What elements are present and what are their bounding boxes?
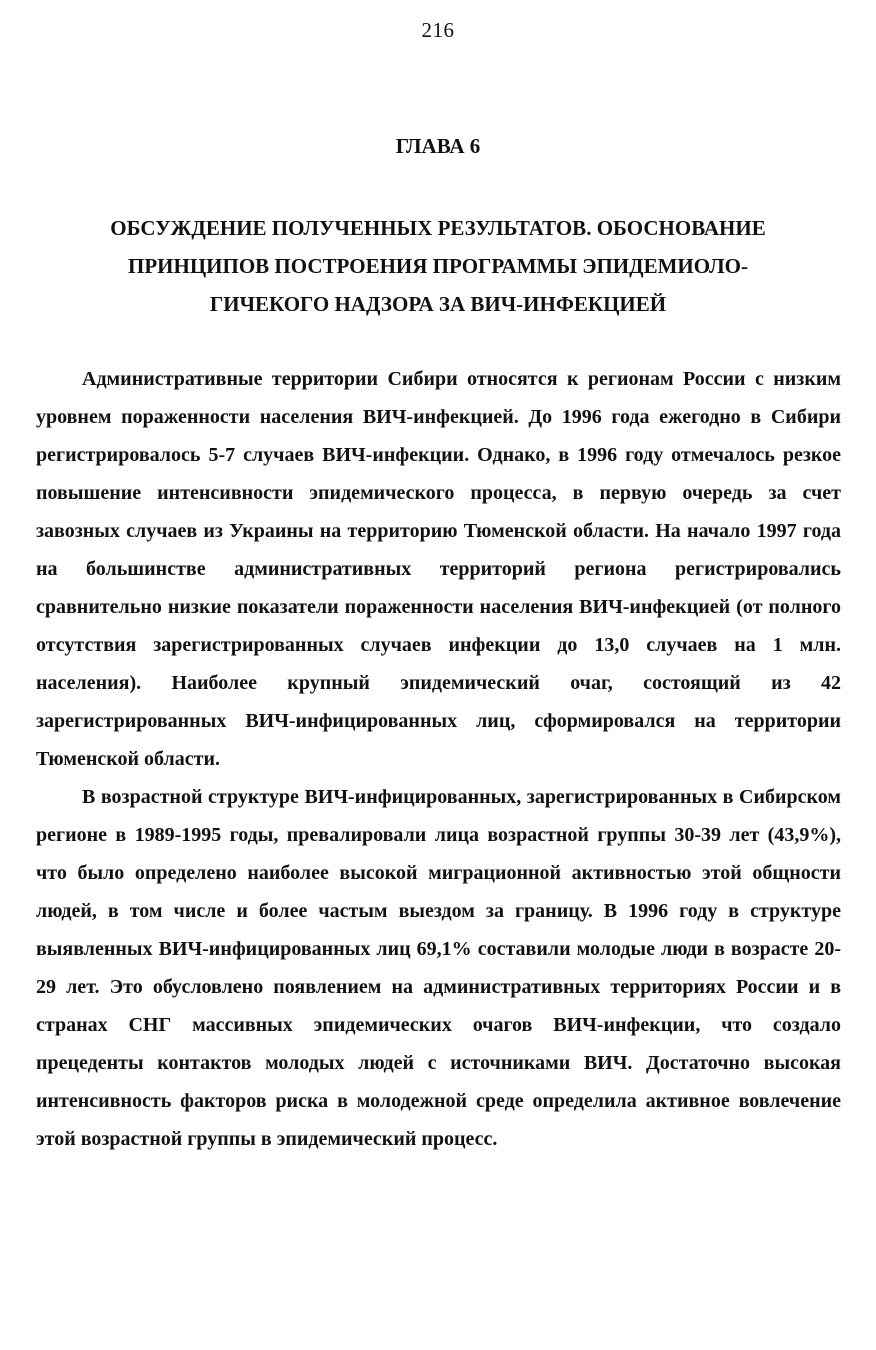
page-number: 216 <box>421 18 455 42</box>
body-text <box>36 360 841 1158</box>
chapter-heading <box>50 209 826 323</box>
paragraph: Административные территории Сибири относятся к регионам России с низким уровнем пораженности населения ВИЧ-инфекцией. До 1996 года ежегодно в Сибири регистрировалось 5-7 случаев ВИЧ-инфекции. Однако, в 1996 году отмечалось резкое повышение интенсивности эпидемического процесса, в первую очередь за счет завозных случаев из Украины на территорию Тюменской области. На начало 1997 года на большинстве административных территорий региона регистрировались сравнительно низкие показатели пораженности населения ВИЧ-инфекцией (от полного отсутствия зарегистрированных случаев инфекции до 13,0 случаев на 1 млн. населения). Наиболее крупный эпидемический очаг, состоящий из 42 зарегистрированных ВИЧ-инфицированных лиц, сформировался на территории Тюменской области. <box>36 368 841 770</box>
chapter-title: ГЛАВА 6 <box>395 134 481 158</box>
paragraph: В возрастной структуре ВИЧ-инфицированных, зарегистрированных в Сибирском регионе в 1989-1995 годы, превалировали лица возрастной группы 30-39 лет (43,9%), что было определено наиболее высокой миграционной активностью этой общности людей, в том числе и более частым выездом за границу. В 1996 году в структуре выявленных ВИЧ-инфицированных лиц 69,1% составили молодые люди в возрасте 20-29 лет. Это обусловлено появлением на административных территориях России и в странах СНГ массивных эпидемических очагов ВИЧ-инфекции, что создало прецеденты контактов молодых людей с источниками ВИЧ. Достаточно высокая интенсивность факторов риска в молодежной среде определила активное вовлечение этой возрастной группы в эпидемический процесс. <box>36 786 841 1150</box>
heading-line: ГИЧЕКОГО НАДЗОРА ЗА ВИЧ-ИНФЕКЦИЕЙ <box>209 292 667 316</box>
heading-line: ОБСУЖДЕНИЕ ПОЛУЧЕННЫХ РЕЗУЛЬТАТОВ. ОБОСНОВАНИЕ <box>110 216 766 240</box>
heading-line: ПРИНЦИПОВ ПОСТРОЕНИЯ ПРОГРАММЫ ЭПИДЕМИОЛО- <box>128 254 748 278</box>
